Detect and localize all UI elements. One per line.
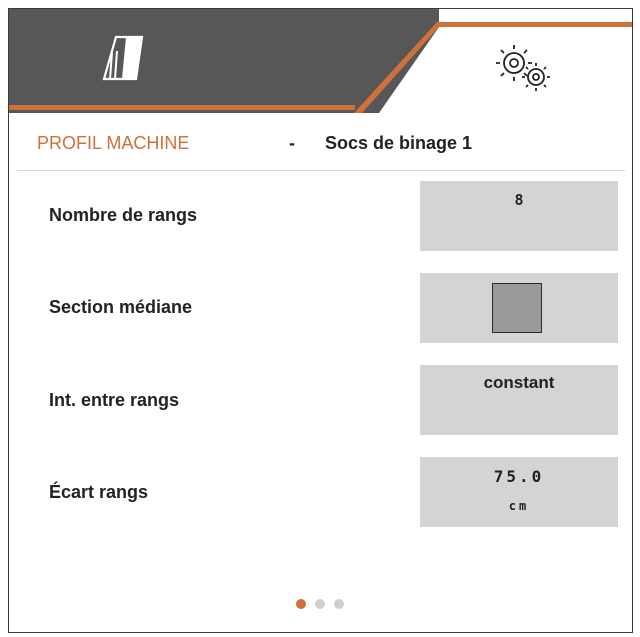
rows-count-field[interactable] (420, 181, 618, 251)
page-indicator (9, 599, 633, 613)
profile-section-label: PROFIL MACHINE (37, 133, 190, 153)
machine-profile-screen (8, 8, 633, 633)
row-spacing-mode-value: constant (483, 373, 555, 392)
middle-section-checkbox[interactable] (492, 283, 542, 333)
tab-settings[interactable] (379, 9, 633, 113)
page-dot-3[interactable] (334, 599, 344, 609)
profile-separator: - (289, 133, 295, 153)
row-label-row-spacing-mode: Int. entre rangs (49, 390, 180, 410)
row-spacing-value: 75.0 (493, 467, 545, 486)
tab-machine[interactable] (9, 9, 379, 113)
page-dot-1[interactable] (296, 599, 306, 609)
rows-count-value: 8 (514, 191, 524, 209)
header-divider (17, 170, 625, 171)
row-spacing-field[interactable] (420, 457, 618, 527)
row-spacing-unit: cm (508, 499, 530, 513)
profile-name: Socs de binage 1 (325, 133, 473, 153)
page-dot-2[interactable] (315, 599, 325, 609)
machine-icon (102, 33, 152, 83)
row-label-row-spacing: Écart rangs (49, 482, 149, 502)
profile-header (9, 113, 633, 171)
row-spacing-mode-field[interactable] (420, 365, 618, 435)
row-label-middle-section: Section médiane (49, 297, 193, 317)
settings-gears-icon (492, 43, 562, 93)
row-label-rows-count: Nombre de rangs (49, 205, 198, 225)
middle-section-field[interactable] (420, 273, 618, 343)
